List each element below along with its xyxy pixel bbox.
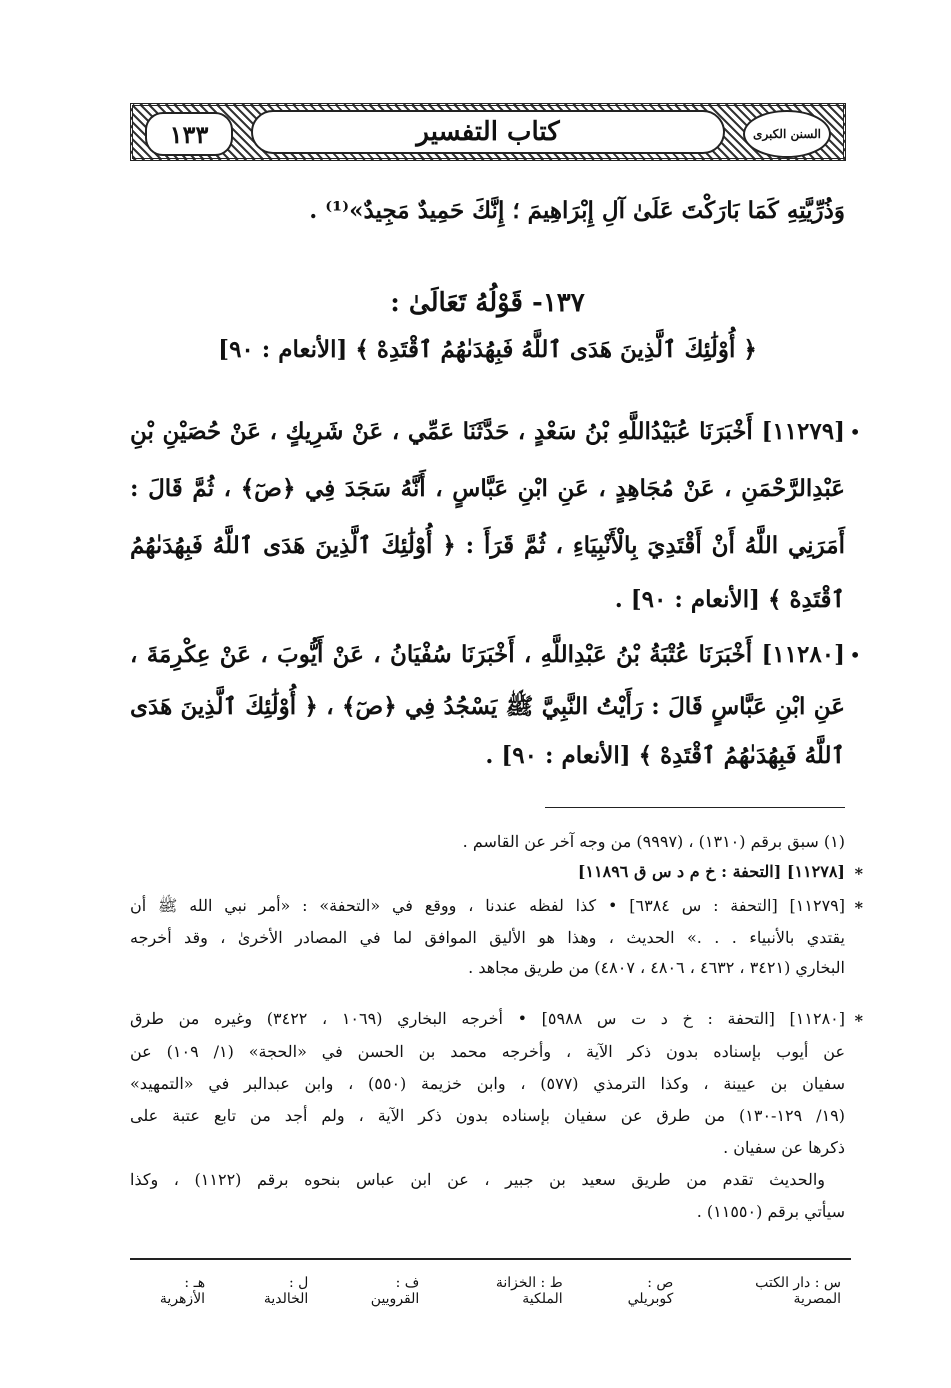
hadith-line: [١١٢٨٠] أَخْبَرَنَا عُتْبَةُ بْنُ عَبْدِاللَّهِ ، أَخْبَرَنَا سُفْيَانُ ، عَنْ أَيُّوبَ ، عَنْ عِكْرِمَةَ ، [130, 641, 845, 668]
hadith-line: ٱللَّهُ فَبِهُدَىٰهُمُ ٱقْتَدِهْ ﴾ [الأنعام : ٩٠] . [485, 742, 845, 769]
abbreviation: ف : القرويين [370, 1275, 420, 1307]
footnote-divider [545, 807, 845, 808]
hadith-line: [١١٢٧٩] أَخْبَرَنَا عُبَيْدُاللَّهِ بْنُ سَعْدٍ ، حَدَّثَنَا عَمِّي ، عَنْ شَرِيكٍ ، عَنْ حُصَيْنِ بْنِ [130, 418, 845, 445]
page-header-frame [130, 103, 846, 161]
footnote-star: * [854, 898, 863, 917]
intro-line: وَذُرِّيَّتِهِ كَمَا بَارَكْتَ عَلَىٰ آلِ إِبْرَاهِيمَ ؛ إِنَّكَ حَمِيدٌ مَجِيدٌ»⁽¹⁾ . [309, 197, 845, 224]
hadith-bullet: • [849, 643, 861, 667]
hadith-line: ٱقْتَدِهْ ﴾ [الأنعام : ٩٠] . [614, 586, 845, 613]
footnote-line: سيأتي برقم (١١٥٥٠) . [696, 1202, 845, 1221]
hadith-bullet: • [849, 420, 861, 444]
abbreviation: ص : كوبريلي [627, 1275, 674, 1307]
footnote-line: [١١٢٧٩] [التحفة : س ٦٣٨٤] • كذا لفظه عندنا ، ووقع في «التحفة» : «أمر نبي الله ﷺ أن [130, 896, 845, 915]
footnote-star: * [854, 1011, 863, 1030]
footnote-line: ذكرها عن سفيان . [723, 1138, 845, 1157]
abbreviation: ل : الخالدية [263, 1275, 309, 1307]
footnote-line: (١٩/ ١٢٩-١٣٠) من طرق عن سفيان بإسناده بدون ذكر الآية ، ولم أجد من تابع عتبة على [130, 1106, 845, 1125]
footnote-line: [١١٢٨٠] [التحفة : خ د ت س ٥٩٨٨] • أخرجه البخاري (١٠٦٩ ، ٣٤٢٢) وغيره من طرق [130, 1009, 846, 1028]
hadith-line: أَمَرَنِي اللَّهُ أَنْ أَقْتَدِيَ بِالْأَنْبِيَاءِ ، ثُمَّ قَرَأَ : ﴿ أُوْلَٰئِكَ ٱلَّذِينَ هَدَى ٱللَّهُ فَبِهُدَىٰهُمُ [130, 532, 845, 559]
section-heading: ١٣٧- قَوْلُهُ تَعَالَىٰ : [390, 288, 585, 318]
footnote-line: يقتدي بالأنبياء . . .» الحديث ، وهذا هو الأليق الموافق لما في المصادر الأخرىٰ ، وقد أخرجه [130, 928, 845, 947]
abbreviation: هـ : الأزهرية [159, 1275, 206, 1307]
footnote-line: [١١٢٧٨] [التحفة : خ م د س ق ١١٨٩٦] [577, 862, 845, 881]
footnote-star: * [854, 864, 863, 883]
book-title: كتاب التفسير [251, 110, 725, 154]
footnote-line: (١) سبق برقم (١٣١٠) ، (٩٩٩٧) من وجه آخر عن القاسم . [462, 832, 845, 851]
page-number: ١٣٣ [145, 112, 233, 156]
hadith-line: عَنِ ابْنِ عَبَّاسٍ قَالَ : رَأَيْتُ النَّبِيَّ ﷺ يَسْجُدُ فِي ﴿صٓ﴾ ، ﴿ أُوْلَٰئِكَ ٱلَّذِينَ هَدَى [130, 693, 845, 720]
section-verse: ﴿ أُوْلَٰئِكَ ٱلَّذِينَ هَدَى ٱللَّهُ فَبِهُدَىٰهُمُ ٱقْتَدِهْ ﴾ [الأنعام : ٩٠] [218, 336, 757, 363]
abbreviations-divider [130, 1258, 851, 1260]
footnote-line: والحديث تقدم من طريق سعيد بن جبير ، عن ابن عباس بنحوه برقم (١١٢٢) ، وكذا [130, 1170, 826, 1189]
abbreviation: ط : الخزانة الملكية [495, 1275, 563, 1307]
book-seal-logo: السنن الكبرى [743, 110, 831, 158]
footnote-line: عن أيوب بإسناده بدون ذكر الآية ، وأخرجه محمد بن الحسن في «الحجة» (١/ ١٠٩) عن [130, 1042, 845, 1061]
footnote-line: سفيان بن عيينة ، وكذا الترمذي (٥٧٧) ، وابن خزيمة (٥٥٠) ، وابن عبدالبر في «التمهيد» [130, 1074, 846, 1093]
footnote-line: البخاري (٣٤٢١ ، ٤٦٣٢ ، ٤٨٠٦ ، ٤٨٠٧) من طريق مجاهد . [468, 958, 845, 977]
abbreviation: س : دار الكتب المصرية [755, 1275, 841, 1307]
manuscript-abbreviations [140, 1275, 841, 1307]
hadith-line: عَبْدِالرَّحْمَنِ ، عَنْ مُجَاهِدٍ ، عَنِ ابْنِ عَبَّاسٍ ، أَنَّهُ سَجَدَ فِي ﴿صٓ﴾ ، ثُمَّ قَالَ : [130, 475, 845, 502]
